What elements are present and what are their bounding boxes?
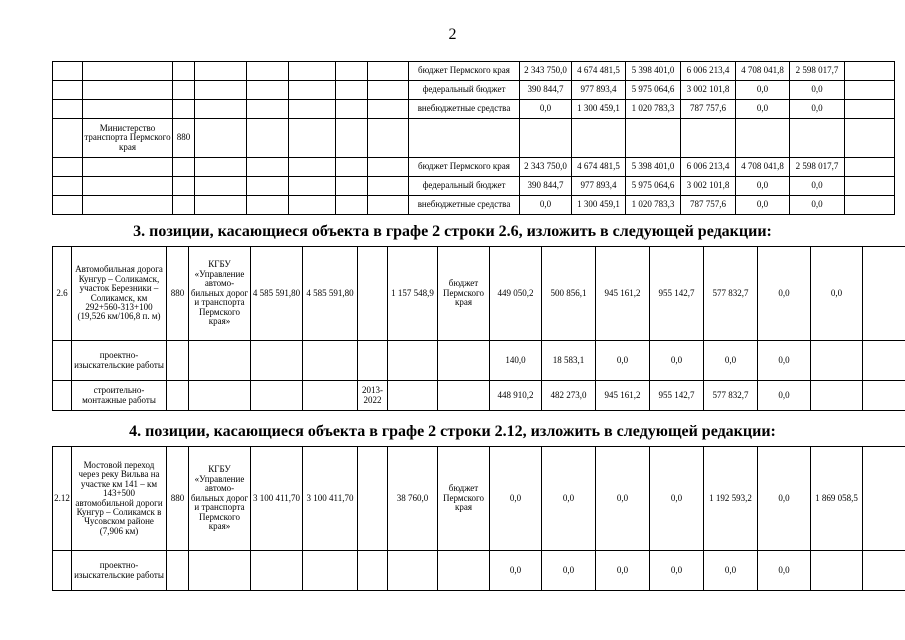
page-number: 2 [448,26,457,43]
object-table-2-6 [52,246,905,411]
value-cell: 3 002 101,8 [681,81,736,100]
value-cell: 577 832,7 [704,381,758,411]
table-row [53,447,905,551]
value-cell: 2 343 750,0 [520,62,572,81]
organization: КГБУ «Управление автомо-бильных дорог и транспорта Пермского края» [189,247,251,341]
value-cell: 0,0 [758,341,811,381]
source-label: федеральный бюджет [409,177,520,196]
work-type-label: строительно-монтажные работы [72,381,167,411]
value-cell: 5 975 064,6 [626,177,681,196]
value-cell: 0,0 [704,341,758,381]
object-name: Мостовой переход через реку Вильва на участке км 141 – км 143+500 автомобильной дороги Кунгур – Соликамск в Чусовском районе (7,906 км) [72,447,167,551]
cost-cell: 3 100 411,70 [303,447,358,551]
source-label: бюджет Пермского края [409,62,520,81]
table-row [53,196,895,215]
value-cell: 0,0 [736,100,790,119]
value-cell: 6 006 213,4 [681,158,736,177]
table-row [53,341,905,381]
value-cell: 5 398 401,0 [626,158,681,177]
value-cell: 0,0 [790,177,845,196]
cost-cell: 3 100 411,70 [251,447,303,551]
value-cell: 0,0 [520,196,572,215]
value-cell: 0,0 [811,247,863,341]
value-cell: 5 398 401,0 [626,62,681,81]
value-cell: 1 020 783,3 [626,100,681,119]
table-row [53,158,895,177]
ministry-code: 880 [173,119,195,158]
value-cell: 449 050,2 [490,247,542,341]
value-cell: 140,0 [490,341,542,381]
value-cell: 3 002 101,8 [681,177,736,196]
value-cell: 0,0 [790,196,845,215]
value-cell: 0,0 [758,381,811,411]
value-cell: 955 142,7 [650,381,704,411]
cost-cell: 4 585 591,80 [303,247,358,341]
table-row [53,381,905,411]
table-row [53,177,895,196]
value-cell: 0,0 [790,100,845,119]
value-cell: 0,0 [736,81,790,100]
value-cell: 448 910,2 [490,381,542,411]
value-cell: 0,0 [790,81,845,100]
value-cell: 0,0 [596,447,650,551]
table-row [53,62,895,81]
work-type-label: проектно-изыскательские работы [72,551,167,591]
value-cell: 18 583,1 [542,341,596,381]
value-cell: 4 674 481,5 [572,158,626,177]
source-label: бюджет Пермского края [409,158,520,177]
value-cell: 977 893,4 [572,177,626,196]
value-cell: 1 300 459,1 [572,100,626,119]
value-cell: 0,0 [736,196,790,215]
value-cell: 2 598 017,7 [790,62,845,81]
value-cell: 0,0 [758,551,811,591]
value-cell: 0,0 [704,551,758,591]
value-cell: 482 273,0 [542,381,596,411]
value-cell: 0,0 [650,341,704,381]
value-cell: 0,0 [542,551,596,591]
value-cell: 390 844,7 [520,81,572,100]
value-cell: 0,0 [596,551,650,591]
value-cell: 787 757,6 [681,196,736,215]
ministry-name: Министерство транспорта Пермского края [83,119,173,158]
value-cell: 2 343 750,0 [520,158,572,177]
object-table-2-12 [52,446,905,591]
ministry-code: 880 [167,247,189,341]
value-cell: 4 708 041,8 [736,158,790,177]
section-heading-4: 4. позиции, касающиеся объекта в графе 2 строки 2.12, изложить в следующей редакции: [129,423,776,440]
work-type-label: проектно-изыскательские работы [72,341,167,381]
table-row [53,100,895,119]
table-row [53,247,905,341]
value-cell: 945 161,2 [596,381,650,411]
value-cell: 0,0 [490,447,542,551]
source-label: бюджет Пермского края [438,247,490,341]
prev-cell: 38 760,0 [388,447,438,551]
cost-cell: 4 585 591,80 [251,247,303,341]
value-cell: 0,0 [596,341,650,381]
value-cell: 0,0 [736,177,790,196]
source-label: федеральный бюджет [409,81,520,100]
value-cell: 4 674 481,5 [572,62,626,81]
value-cell: 500 856,1 [542,247,596,341]
value-cell: 577 832,7 [704,247,758,341]
value-cell: 1 192 593,2 [704,447,758,551]
value-cell: 1 020 783,3 [626,196,681,215]
value-cell: 6 006 213,4 [681,62,736,81]
value-cell: 955 142,7 [650,247,704,341]
table-row [53,81,895,100]
ministry-code: 880 [167,447,189,551]
table-row [53,551,905,591]
value-cell: 5 975 064,6 [626,81,681,100]
value-cell: 390 844,7 [520,177,572,196]
value-cell: 0,0 [758,247,811,341]
budget-table-continuation [52,61,895,215]
object-name: Автомобильная дорога Кунгур – Соликамск, участок Березники – Соликамск, км 292+560-313+100 (19,526 км/106,8 п. м) [72,247,167,341]
value-cell: 0,0 [542,447,596,551]
value-cell: 945 161,2 [596,247,650,341]
years-cell: 2013-2022 [358,381,388,411]
value-cell: 0,0 [758,447,811,551]
value-cell: 2 598 017,7 [790,158,845,177]
value-cell: 1 869 058,5 [811,447,863,551]
prev-cell: 1 157 548,9 [388,247,438,341]
source-label: внебюджетные средства [409,100,520,119]
value-cell: 0,0 [520,100,572,119]
source-label: внебюджетные средства [409,196,520,215]
value-cell: 0,0 [650,551,704,591]
row-number: 2.12 [53,447,72,551]
table-row [53,119,895,158]
row-number: 2.6 [53,247,72,341]
value-cell: 977 893,4 [572,81,626,100]
value-cell: 1 300 459,1 [572,196,626,215]
value-cell: 4 708 041,8 [736,62,790,81]
section-heading-3: 3. позиции, касающиеся объекта в графе 2 строки 2.6, изложить в следующей редакции: [133,223,772,240]
value-cell: 787 757,6 [681,100,736,119]
organization: КГБУ «Управление автомо-бильных дорог и транспорта Пермского края» [189,447,251,551]
value-cell: 0,0 [490,551,542,591]
value-cell: 0,0 [650,447,704,551]
source-label: бюджет Пермского края [438,447,490,551]
